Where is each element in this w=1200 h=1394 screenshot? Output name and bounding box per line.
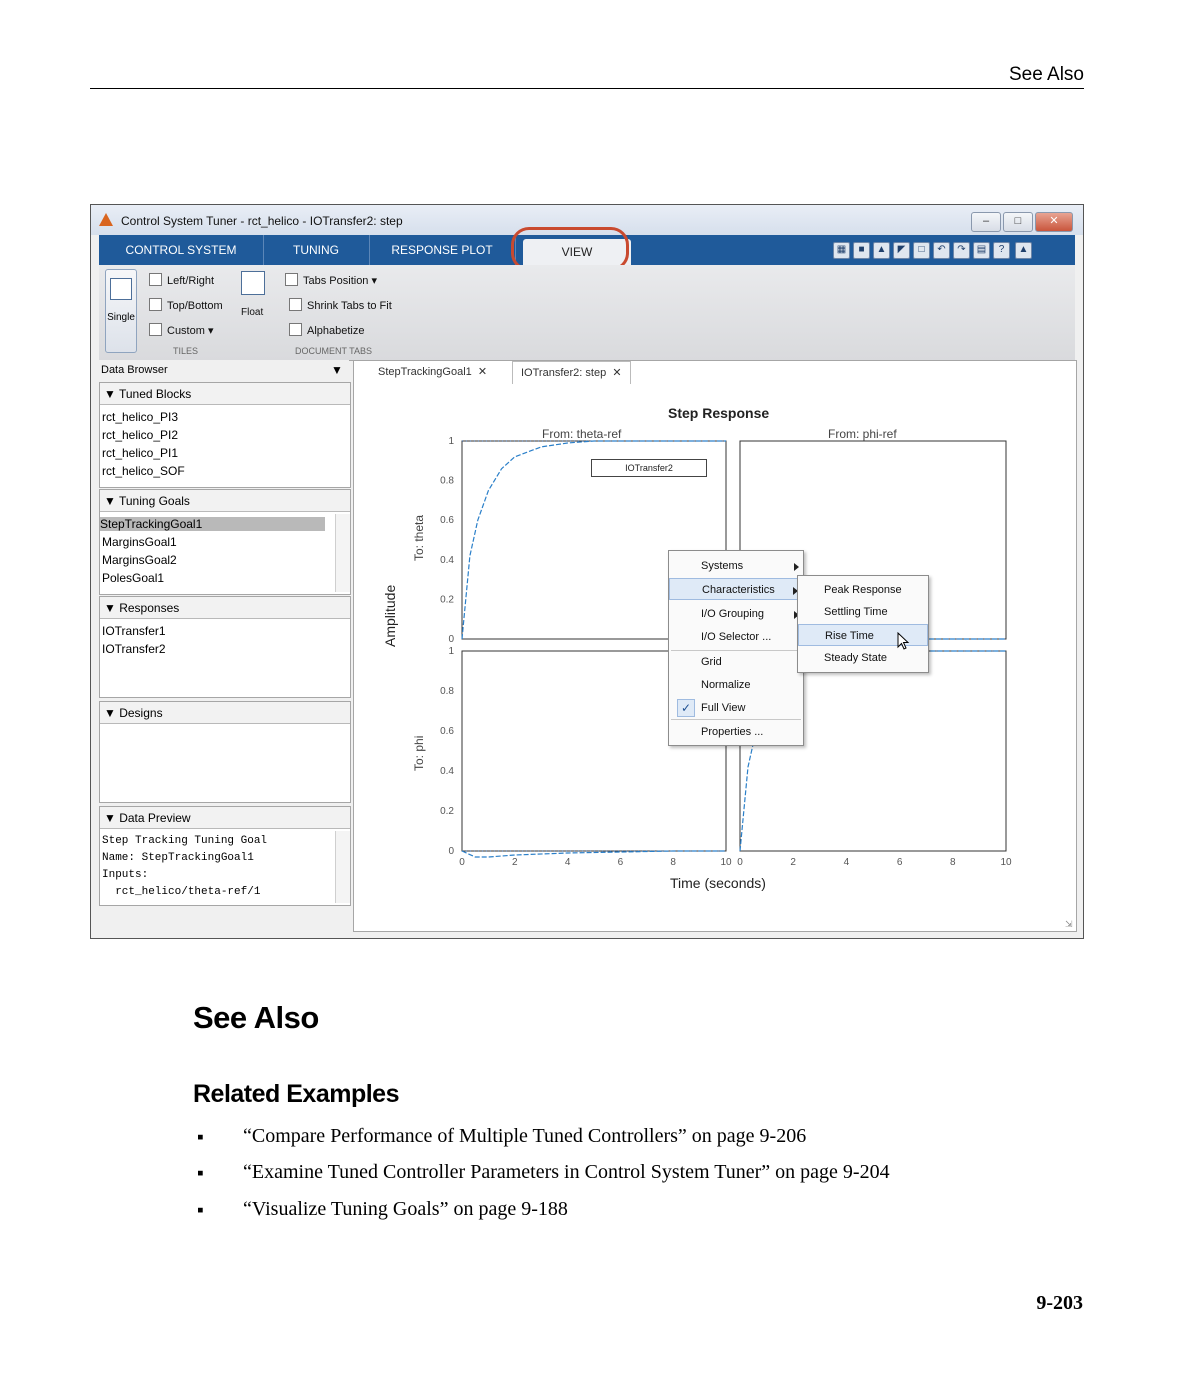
page-header-text: See Also (1009, 64, 1084, 85)
y-axis-label: Amplitude (382, 584, 398, 647)
related-examples-heading: Related Examples (193, 1080, 399, 1108)
top-bottom-option[interactable] (149, 298, 223, 312)
tabs-position-icon (285, 273, 298, 286)
response-line (462, 851, 726, 857)
submenu-item-steady-state[interactable]: Steady State (824, 652, 887, 664)
y-tick-label: 0 (448, 634, 454, 645)
responses-label: Responses (119, 601, 180, 615)
tiles-section-label: TILES (173, 346, 199, 356)
preview-line: rct_helico/theta-ref/1 (102, 886, 261, 898)
menu-item-normalize[interactable] (669, 674, 803, 696)
help-icon[interactable]: ? (993, 242, 1010, 259)
x-tick-label: 8 (670, 857, 676, 868)
list-item[interactable]: MarginsGoal2 (102, 553, 177, 567)
bullet-icon: ▪ (197, 1163, 204, 1184)
submenu-item-settling-time[interactable]: Settling Time (824, 606, 888, 618)
list-item-selected[interactable]: StepTrackingGoal1 (100, 517, 325, 531)
y-tick-label: 1 (448, 436, 454, 447)
tuning-goals-label: Tuning Goals (119, 494, 190, 508)
tabs-position-label: Tabs Position (303, 275, 369, 287)
menu-item-label: Characteristics (702, 584, 775, 596)
checkmark-icon: ✓ (677, 699, 695, 717)
float-icon[interactable] (241, 271, 265, 295)
x-tick-label: 8 (950, 857, 956, 868)
menu-item-grid[interactable] (669, 651, 803, 673)
alphabetize-box (289, 323, 302, 336)
x-axis-label: Time (seconds) (670, 875, 766, 891)
legend-entry: IOTransfer2 (625, 463, 673, 473)
menu-item-systems[interactable] (669, 555, 803, 577)
minimize-button[interactable]: – (971, 212, 1001, 232)
designs-panel (99, 701, 351, 803)
list-item[interactable]: PolesGoal1 (102, 571, 165, 585)
close-tab-icon[interactable]: ✕ (477, 366, 488, 378)
legend-box[interactable] (591, 459, 707, 477)
x-tick-label: 10 (1000, 857, 1012, 868)
menu-item-label: Full View (701, 702, 746, 714)
plot-icon[interactable]: ◤ (893, 242, 910, 259)
list-item[interactable]: MarginsGoal1 (102, 535, 177, 549)
column-title: From: phi-ref (828, 427, 897, 441)
undo-icon[interactable]: ↶ (933, 242, 950, 259)
designs-label: Designs (119, 706, 163, 720)
x-tick-label: 4 (564, 857, 571, 868)
custom-icon (149, 323, 162, 336)
x-tick-label: 2 (790, 857, 796, 868)
list-item[interactable]: rct_helico_SOF (102, 464, 185, 478)
save-icon[interactable]: ■ (853, 242, 870, 259)
tab-view[interactable]: VIEW (523, 239, 631, 265)
data-preview-panel (99, 806, 351, 906)
designs-header[interactable]: ▼ Designs (100, 702, 350, 724)
shrink-tabs-box (289, 298, 302, 311)
tune-icon[interactable]: ▲ (873, 242, 890, 259)
alphabetize-checkbox[interactable] (289, 323, 365, 337)
float-label: Float (241, 307, 264, 318)
plot-context-menu (668, 550, 804, 746)
resize-grip-icon[interactable]: ⇲ (1065, 919, 1073, 929)
y-tick-label: 0.8 (440, 686, 454, 697)
column-title: From: theta-ref (542, 427, 622, 441)
shrink-tabs-label: Shrink Tabs to Fit (307, 300, 392, 312)
x-tick-label: 4 (843, 857, 850, 868)
document-tabs-section-label: DOCUMENT TABS (295, 346, 373, 356)
single-tile-button[interactable] (105, 269, 137, 353)
menu-item-io-selector[interactable] (669, 626, 803, 648)
y-tick-label: 1 (448, 646, 454, 657)
top-bottom-icon (149, 298, 162, 311)
tuned-blocks-label: Tuned Blocks (119, 387, 192, 401)
top-bottom-label: Top/Bottom (167, 300, 223, 312)
bullet-icon: ▪ (197, 1127, 204, 1148)
submenu-item-label: Rise Time (825, 630, 874, 642)
data-preview-label: Data Preview (119, 811, 191, 825)
tuned-blocks-panel (99, 382, 351, 488)
matlab-logo-icon (99, 213, 113, 226)
maximize-button[interactable]: □ (1003, 212, 1033, 232)
left-right-option[interactable] (149, 273, 214, 287)
submenu-arrow-icon (794, 563, 799, 571)
collapse-ribbon-icon[interactable]: ▲ (1015, 242, 1032, 259)
menu-item-io-grouping[interactable] (669, 603, 803, 625)
view-ribbon (99, 265, 1075, 361)
close-button[interactable]: ✕ (1035, 212, 1073, 232)
x-tick-label: 6 (896, 857, 903, 868)
redo-icon[interactable]: ↷ (953, 242, 970, 259)
single-tile-icon (110, 278, 132, 300)
tuning-goals-header[interactable]: ▼ Tuning Goals (100, 490, 350, 512)
menu-item-label: Properties ... (701, 726, 764, 738)
list-item[interactable]: rct_helico_PI1 (102, 446, 179, 460)
x-tick-label: 6 (617, 857, 624, 868)
preview-line: Inputs: (102, 869, 149, 881)
open-session-icon[interactable]: ▦ (833, 242, 850, 259)
y-tick-label: 0.2 (440, 594, 454, 606)
menu-item-label: Normalize (701, 679, 751, 691)
page-header (90, 62, 1084, 89)
y-tick-label: 0 (448, 846, 454, 857)
left-right-icon (149, 273, 162, 286)
menu-item-label: Grid (701, 656, 722, 668)
tuned-blocks-header[interactable]: ▼ Tuned Blocks (100, 383, 350, 405)
window-title: Control System Tuner - rct_helico - IOTransfer2: step (121, 214, 403, 228)
submenu-item-peak-response[interactable]: Peak Response (824, 584, 902, 596)
menu-item-label: I/O Grouping (701, 608, 764, 620)
x-tick-label: 0 (459, 857, 465, 868)
related-example-link[interactable]: “Examine Tuned Controller Parameters in Control System Tuner” on page 9-204 (243, 1161, 890, 1183)
data-browser-title: Data Browser (101, 364, 168, 376)
data-browser-bar (99, 360, 349, 382)
menu-item-properties[interactable] (669, 721, 803, 743)
layout-icon[interactable]: ▤ (973, 242, 990, 259)
preview-line: Step Tracking Tuning Goal (102, 835, 268, 847)
characteristics-submenu (797, 575, 929, 673)
responses-header[interactable]: ▼ Responses (100, 597, 350, 619)
alphabetize-label: Alphabetize (307, 325, 365, 337)
see-also-heading: See Also (193, 1000, 319, 1035)
x-tick-label: 0 (737, 857, 743, 868)
related-example-link[interactable]: “Compare Performance of Multiple Tuned Controllers” on page 9-206 (243, 1125, 807, 1147)
page-number: 9-203 (1036, 1292, 1083, 1314)
bullet-icon: ▪ (197, 1200, 204, 1221)
tab-response-plot[interactable]: RESPONSE PLOT (369, 235, 516, 265)
mouse-cursor-icon (897, 632, 911, 652)
doc-tab-label: IOTransfer2: step (521, 367, 607, 379)
tabs-position-dropdown[interactable]: Tabs Position ▾ (285, 273, 377, 287)
tab-control-system[interactable]: CONTROL SYSTEM (99, 235, 264, 265)
related-example-link[interactable]: “Visualize Tuning Goals” on page 9-188 (243, 1198, 568, 1220)
menu-item-label: I/O Selector ... (701, 631, 772, 643)
chart-title: Step Response (668, 405, 770, 421)
menu-item-full-view[interactable] (669, 697, 803, 719)
shrink-tabs-checkbox[interactable] (289, 298, 392, 312)
menu-item-label: Systems (701, 560, 744, 572)
data-preview-scrollbar[interactable] (335, 831, 350, 903)
tuning-goals-panel (99, 489, 351, 595)
menu-separator (671, 719, 801, 720)
list-item[interactable]: rct_helico_PI3 (102, 410, 179, 424)
single-tile-label: Single (107, 312, 135, 323)
y-tick-label: 0.4 (440, 554, 454, 566)
left-right-label: Left/Right (167, 275, 215, 287)
menu-item-characteristics[interactable] (669, 578, 803, 600)
tuning-goals-scrollbar[interactable] (335, 514, 350, 592)
x-tick-label: 10 (720, 857, 732, 868)
data-browser-menu-icon[interactable]: ▼ (331, 363, 343, 377)
y-tick-label: 0.8 (440, 475, 454, 487)
y-tick-label: 0.6 (440, 726, 454, 737)
x-tick-label: 2 (512, 857, 518, 868)
y-tick-label: 0.2 (440, 806, 454, 817)
y-tick-label: 0.6 (440, 515, 454, 527)
copy-icon[interactable]: □ (913, 242, 930, 259)
row-title: To: phi (412, 735, 426, 771)
preview-line: Name: StepTrackingGoal1 (102, 852, 254, 864)
tab-tuning[interactable]: TUNING (263, 235, 370, 265)
y-tick-label: 0.4 (440, 766, 454, 777)
list-item[interactable]: rct_helico_PI2 (102, 428, 179, 442)
data-preview-header[interactable]: ▼ Data Preview (100, 807, 350, 829)
responses-panel (99, 596, 351, 698)
doc-tab-label: StepTrackingGoal1 (378, 366, 472, 378)
row-title: To: theta (412, 514, 426, 561)
app-screenshot (90, 204, 1084, 939)
custom-tile-option[interactable]: Custom ▾ (149, 323, 213, 337)
custom-label: Custom (167, 325, 205, 337)
list-item[interactable]: IOTransfer2 (102, 642, 166, 656)
close-tab-icon[interactable]: ✕ (612, 367, 622, 379)
list-item[interactable]: IOTransfer1 (102, 624, 166, 638)
